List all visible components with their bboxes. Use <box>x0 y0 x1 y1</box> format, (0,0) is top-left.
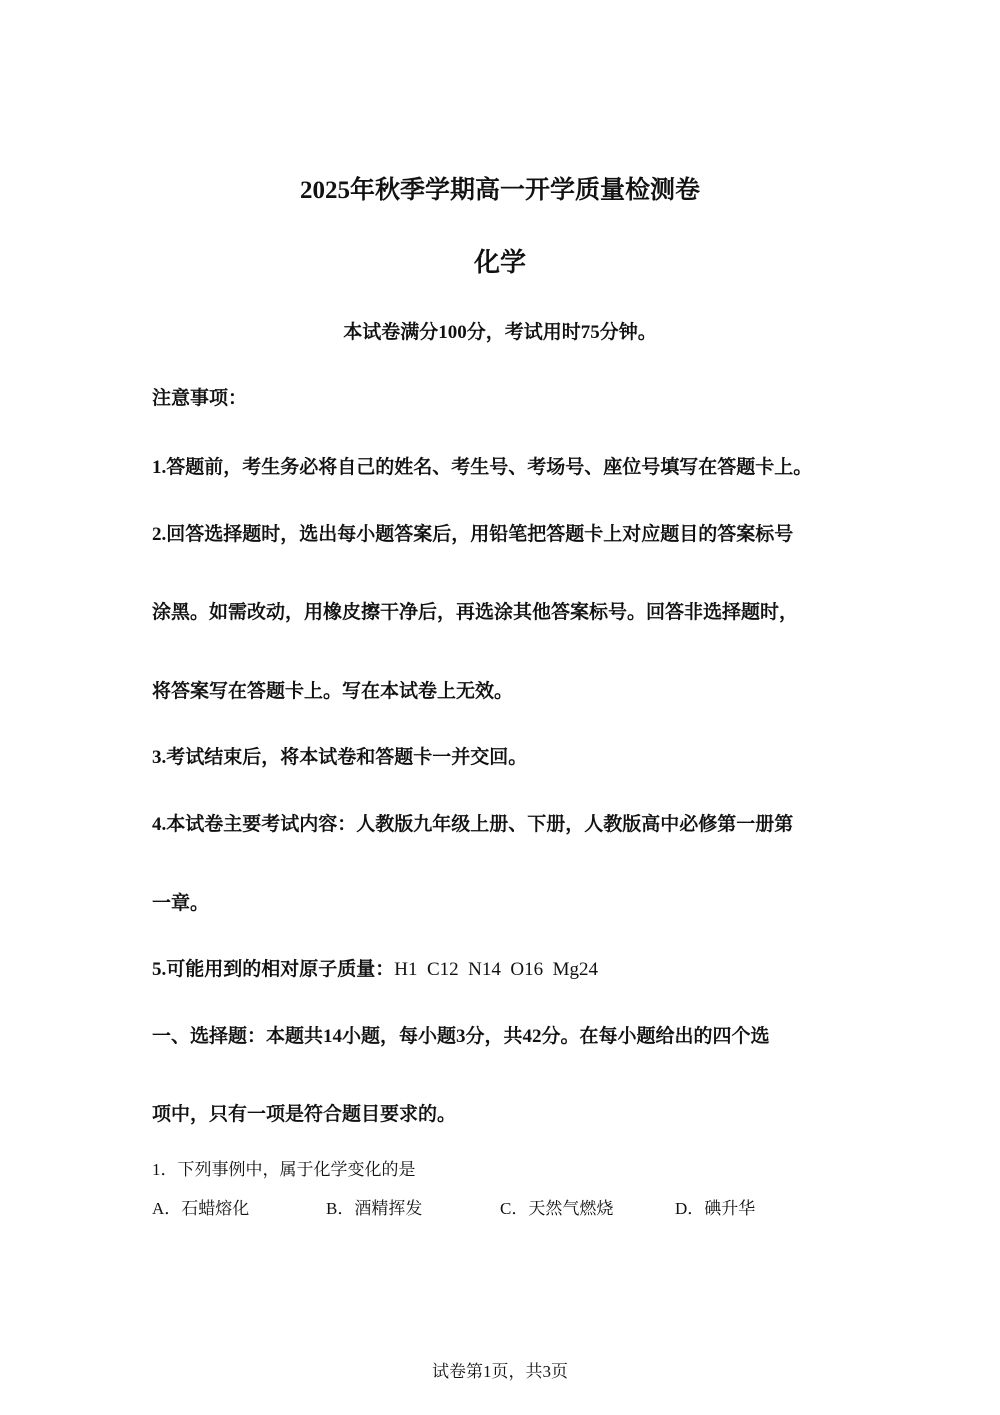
section-heading-line-1: 一、选择题：本题共14小题，每小题3分，共42分。在每小题给出的四个选 <box>152 1026 770 1047</box>
note-item-5 <box>152 954 598 981</box>
notes-heading: 注意事项： <box>152 388 248 409</box>
question-1-stem: 1．下列事例中，属于化学变化的是 <box>152 1160 416 1179</box>
note-item-2-line-3: 将答案写在答题卡上。写在本试卷上无效。 <box>152 681 514 702</box>
question-1-option-a: A．石蜡熔化 <box>152 1199 250 1218</box>
note-item-4-line-2: 一章。 <box>152 893 210 914</box>
note-item-5-label: 5.可能用到的相对原子质量： <box>152 959 395 980</box>
note-item-1: 1.答题前，考生务必将自己的姓名、考生号、考场号、座位号填写在答题卡上。 <box>152 457 813 478</box>
question-1-option-c: C．天然气燃烧 <box>500 1199 614 1218</box>
section-heading-line-2: 项中，只有一项是符合题目要求的。 <box>152 1104 457 1125</box>
note-item-4-line-1: 4.本试卷主要考试内容：人教版九年级上册、下册，人教版高中必修第一册第 <box>152 814 794 835</box>
note-item-3: 3.考试结束后，将本试卷和答题卡一并交回。 <box>152 747 528 768</box>
atomic-mass-values: H1 C12 N14 O16 Mg24 <box>394 959 598 980</box>
question-1-option-b: B．酒精挥发 <box>326 1199 423 1218</box>
note-item-2-line-1: 2.回答选择题时，选出每小题答案后，用铅笔把答题卡上对应题目的答案标号 <box>152 524 794 545</box>
note-item-2-line-2: 涂黑。如需改动，用橡皮擦干净后，再选涂其他答案标号。回答非选择题时， <box>152 602 799 623</box>
exam-info: 本试卷满分100分，考试用时75分钟。 <box>343 322 657 343</box>
subject-title: 化学 <box>473 248 526 277</box>
question-1-option-d: D．碘升华 <box>675 1199 756 1218</box>
exam-title: 2025年秋季学期高一开学质量检测卷 <box>299 177 700 204</box>
page-footer: 试卷第1页，共3页 <box>432 1362 568 1381</box>
